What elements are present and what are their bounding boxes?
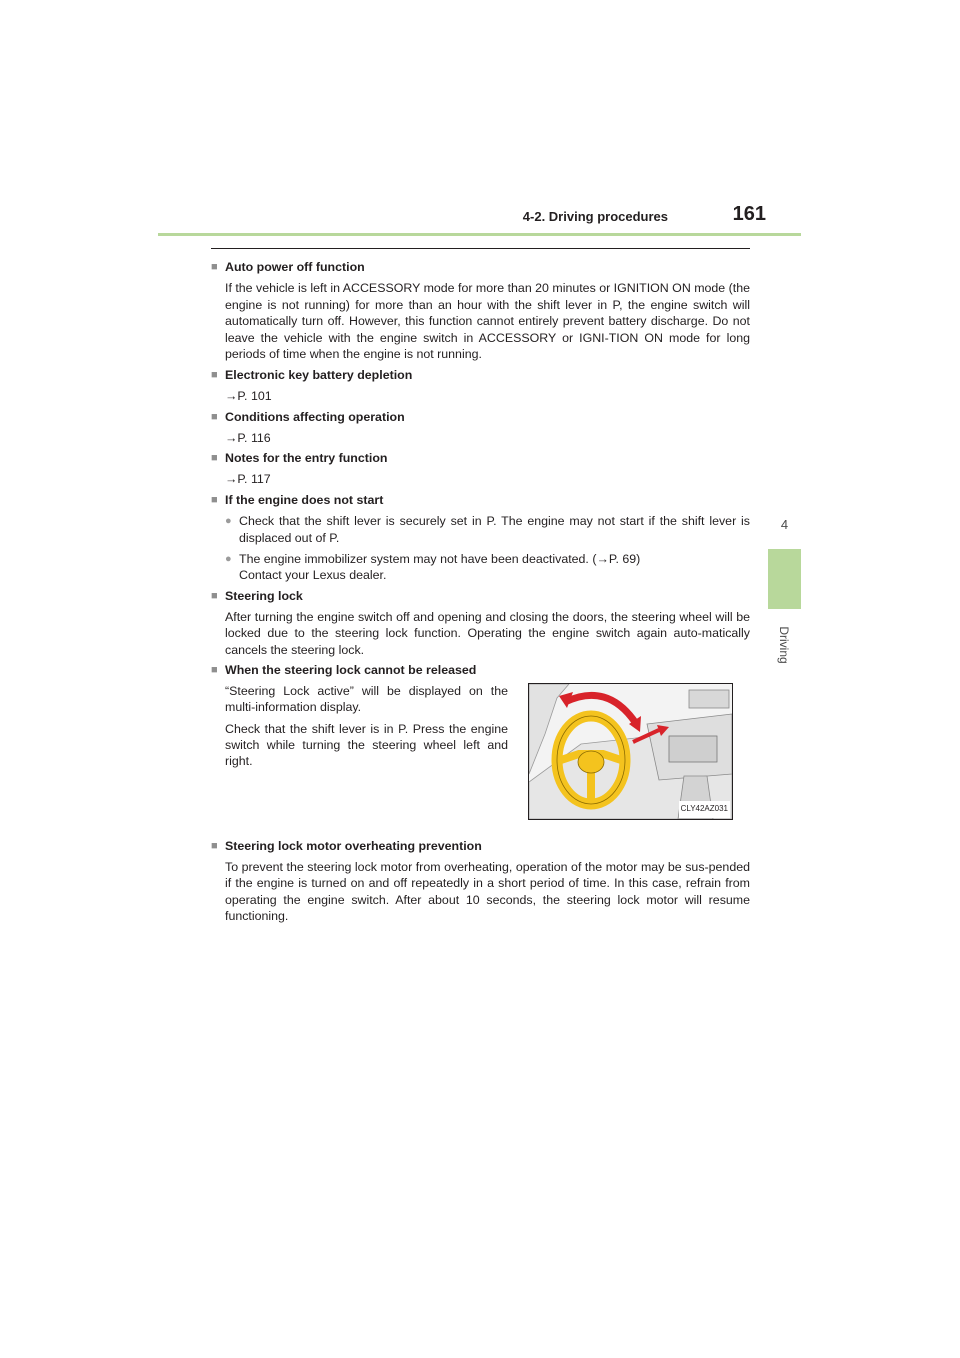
page-content bbox=[211, 255, 750, 924]
steering-wheel-drawing bbox=[529, 684, 732, 819]
lock-release-text bbox=[211, 683, 508, 820]
heading-entry-notes: ■ Notes for the entry function bbox=[211, 450, 750, 466]
ref-conditions[interactable]: →P. 116 bbox=[225, 430, 271, 445]
bullet-immobilizer-line-1: ● The engine immobilizer system may not have been deactivated. (→P. 69) bbox=[239, 551, 641, 566]
chapter-number: 4 bbox=[780, 517, 789, 532]
lock-release-block bbox=[211, 683, 750, 820]
text-steering-lock: After turning the engine switch off and opening and closing the doors, the steering wheel will be locked due to the steering lock function. Operating the engine switch again auto-matically cancels the steering lock. bbox=[225, 609, 750, 657]
page-number: 161 bbox=[732, 203, 766, 225]
heading-motor-overheat: ■ Steering lock motor overheating prevention bbox=[211, 838, 750, 854]
bullet-immobilizer bbox=[211, 551, 750, 584]
bullet-shift-lever: ● Check that the shift lever is securely set in P. The engine may not start if the shift lever is displaced out of P. bbox=[211, 513, 750, 546]
ref-entry-notes[interactable]: →P. 117 bbox=[225, 472, 271, 487]
figure-code: CLY42AZ031 bbox=[679, 801, 730, 817]
section-title: 4-2. Driving procedures bbox=[522, 209, 668, 224]
text-motor-overheat: To prevent the steering lock motor from overheating, operation of the motor may be sus-pended if the engine is turned on and off repeatedly in a short period of time. In this case, refrain from operating the engine switch. After about 10 seconds, the steering lock motor will resume functioning. bbox=[225, 859, 750, 924]
text-auto-power-off: If the vehicle is left in ACCESSORY mode for more than 20 minutes or IGNITION ON mode (the engine is not running) for more than an hour with the shift lever in P, the engine switch will automatically turn off. However, this function cannot entirely prevent battery discharge. Do not leave the vehicle with the engine switch in ACCESSORY or IGNI-TION ON mode for long periods of time when the engine is not running. bbox=[225, 281, 750, 362]
chapter-label: Driving bbox=[777, 626, 791, 664]
heading-steering-lock: ■ Steering lock bbox=[211, 588, 750, 604]
heading-lock-not-released: ■ When the steering lock cannot be released bbox=[211, 662, 750, 678]
bullet-immobilizer-line-2: Contact your Lexus dealer. bbox=[239, 568, 387, 583]
ref-key-battery[interactable]: →P. 101 bbox=[225, 388, 272, 403]
heading-engine-not-start: ■ If the engine does not start bbox=[211, 492, 750, 508]
heading-key-battery: ■ Electronic key battery depletion bbox=[211, 367, 750, 383]
chapter-tab bbox=[768, 549, 801, 609]
steering-wheel-illustration bbox=[528, 683, 733, 820]
heading-auto-power-off: ■ Auto power off function bbox=[211, 259, 750, 275]
text-lock-message: “Steering Lock active” will be displayed on the multi-information display. bbox=[225, 683, 508, 715]
heading-conditions: ■ Conditions affecting operation bbox=[211, 409, 750, 425]
header-rule bbox=[158, 233, 801, 236]
text-lock-instruction: Check that the shift lever is in P. Press the engine switch while turning the steering wheel left and right. bbox=[225, 721, 508, 769]
content-top-rule bbox=[211, 248, 750, 249]
